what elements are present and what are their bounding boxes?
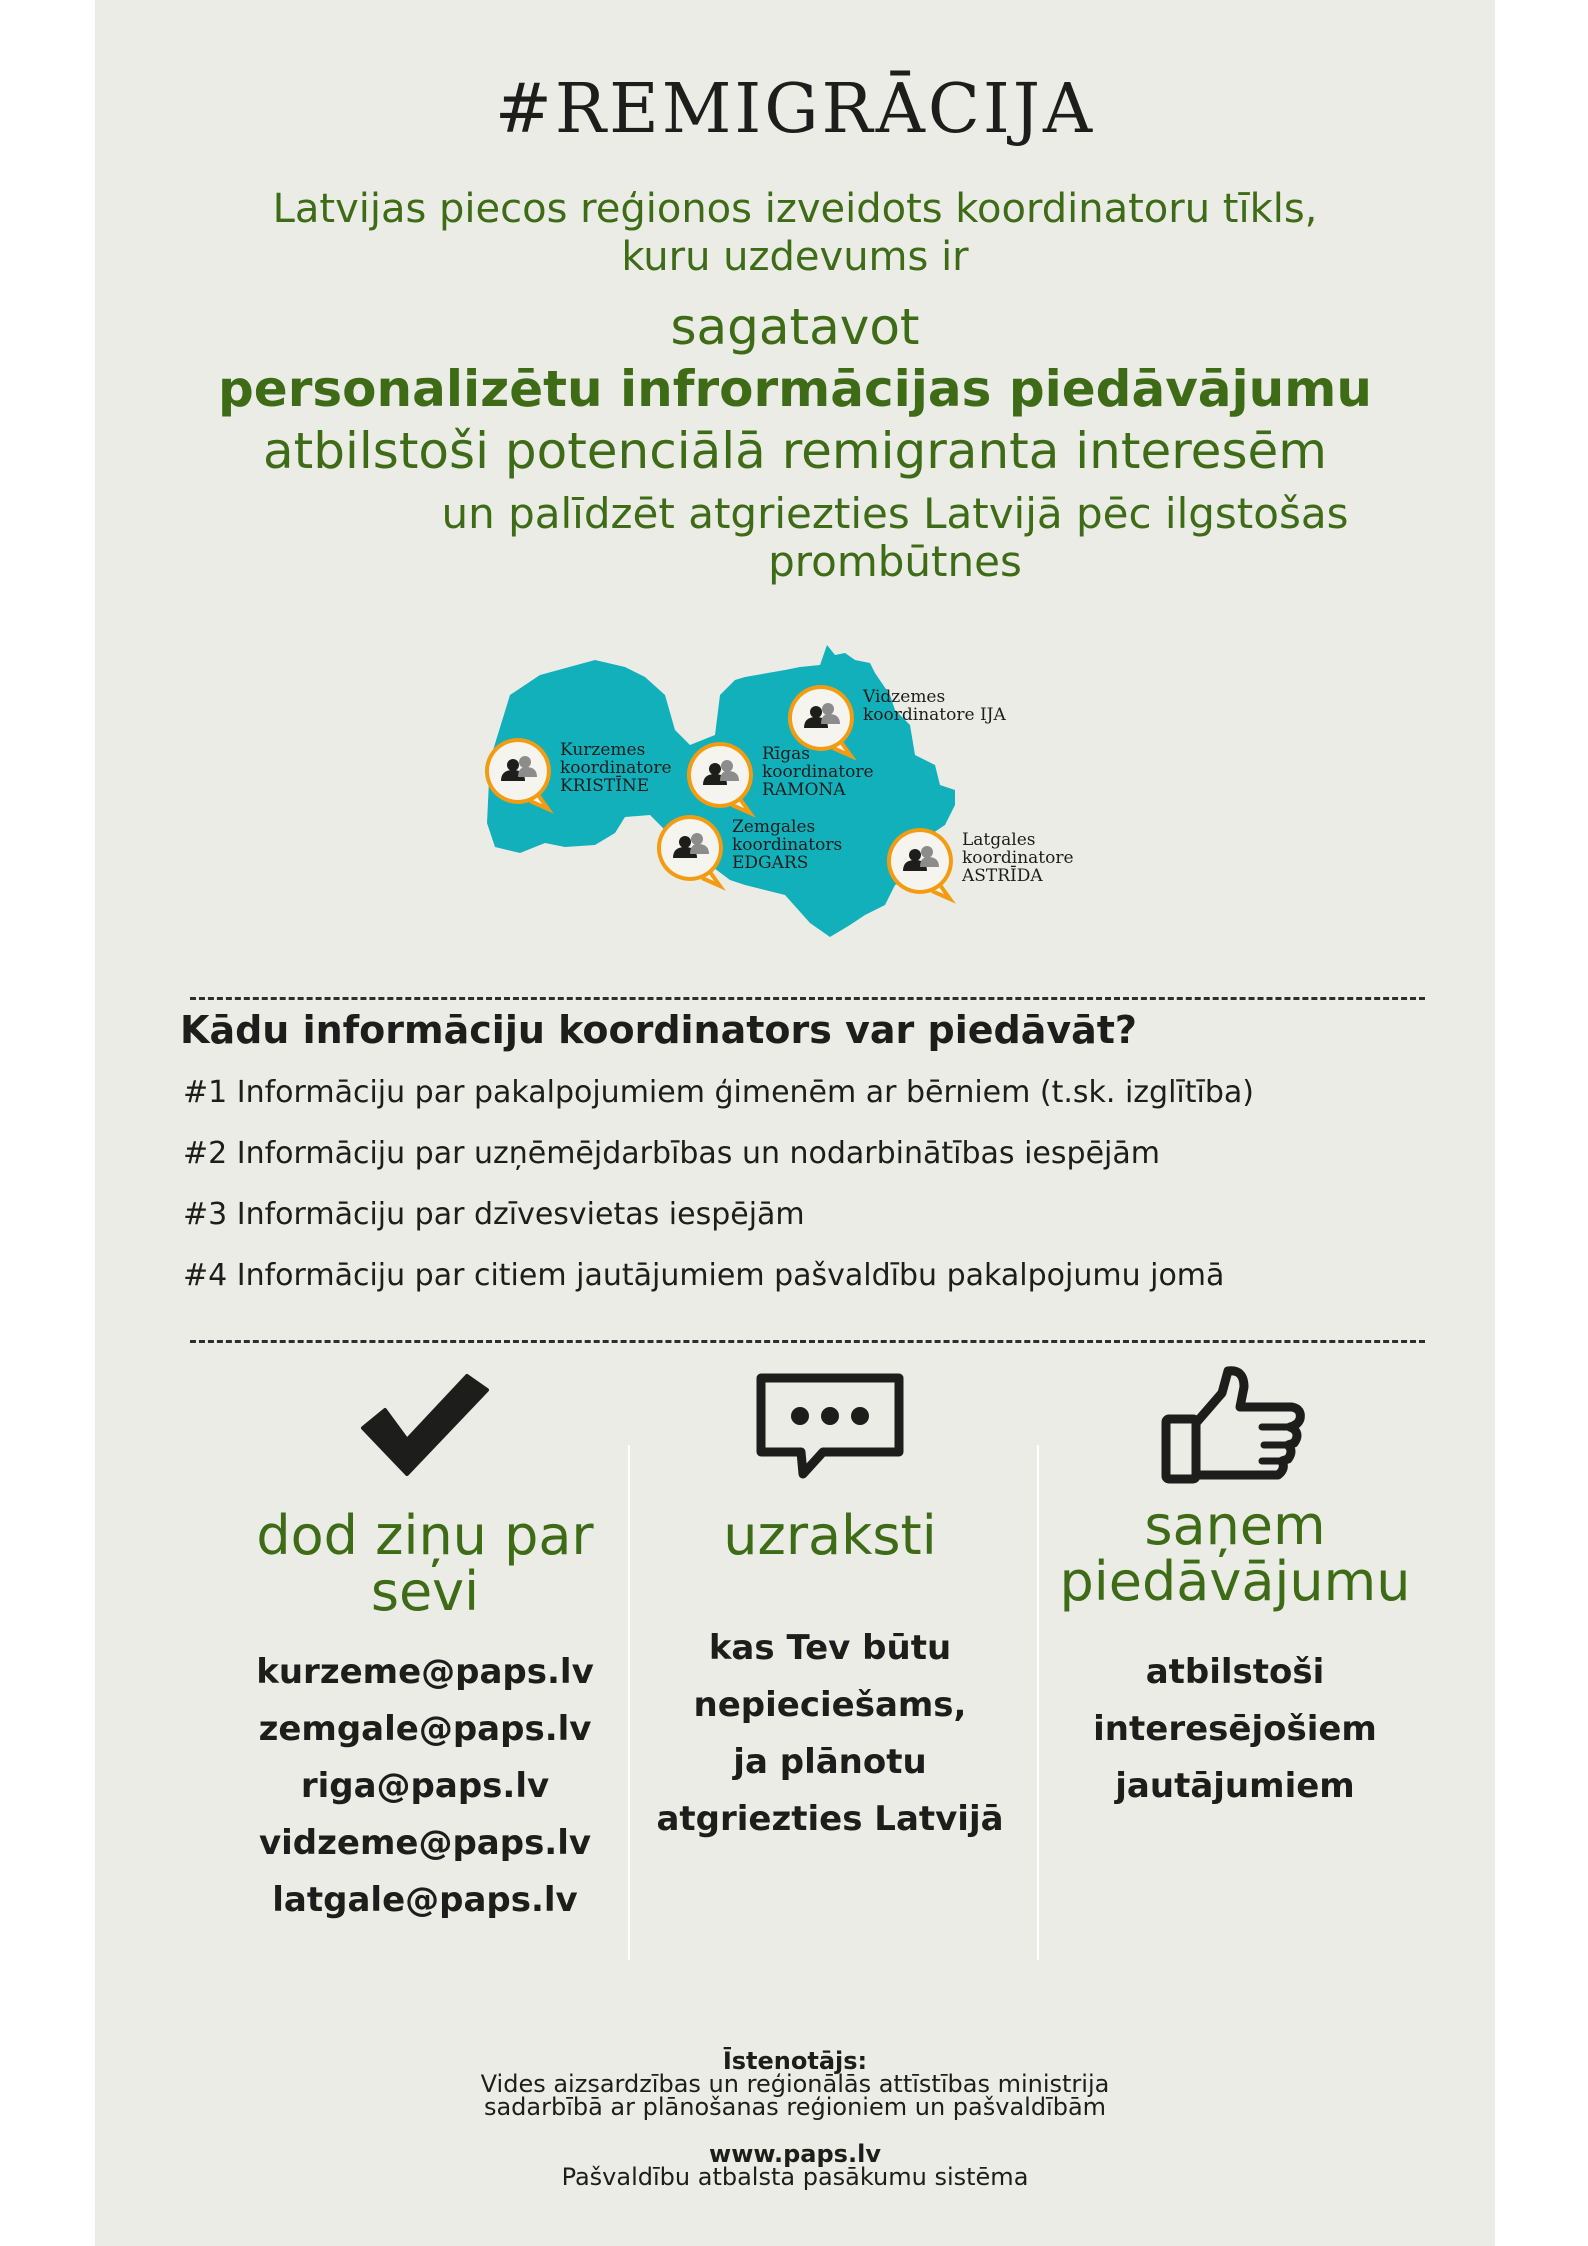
help-line-1: un palīdzēt atgriezties Latvijā pēc ilgstošas — [441, 489, 1349, 538]
column-receive-heading-line-2: piedāvājumu — [1059, 1550, 1411, 1613]
column-receive-line-3: jautājumiem — [1115, 1766, 1355, 1806]
column-receive-line-2: interesējošiem — [1093, 1709, 1377, 1749]
email-vidzeme[interactable]: vidzeme@paps.lv — [258, 1823, 592, 1863]
column-write-line-2: nepieciešams, — [693, 1685, 967, 1725]
intro-line-1: Latvijas piecos reģionos izveidots koordinatoru tīkls, — [272, 186, 1318, 232]
info-item-4: #4 Informāciju par citiem jautājumiem pašvaldību pakalpojumu jomā — [183, 1258, 1225, 1293]
column-receive-heading — [1025, 1494, 1445, 1613]
page-title: #REMIGRĀCIJA — [494, 70, 1096, 149]
help-text — [295, 490, 1495, 586]
column-write-heading — [620, 1504, 1040, 1567]
footer-line-2: sadarbībā ar plānošanas reģioniem un pašvaldībām — [483, 2093, 1107, 2121]
coordinator-label-line: KRISTĪNE — [560, 776, 650, 796]
coordinator-label-line: ASTRĪDA — [962, 866, 1043, 886]
coordinator-label-line: koordinatore — [762, 762, 874, 782]
coordinator-label-line: koordinatore — [560, 758, 672, 778]
footer-line-1: Vides aizsardzības un reģionālās attīstības ministrija — [480, 2070, 1110, 2098]
coordinator-label-line: RAMONA — [762, 780, 846, 800]
column-receive-line-1: atbilstoši — [1145, 1652, 1325, 1692]
mission-text — [95, 296, 1495, 482]
mission-line-3: atbilstoši potenciālā remigranta interesēm — [263, 422, 1327, 480]
column-write-line-4: atgriezties Latvijā — [656, 1799, 1004, 1839]
column-write-text — [620, 1620, 1040, 1848]
column-contact-heading — [215, 1504, 635, 1623]
coordinator-label-line: Zemgales — [732, 817, 816, 837]
coordinator-label-line: Vidzemes — [863, 687, 946, 707]
mission-line-1: sagatavot — [670, 298, 920, 356]
coordinator-label-line: Rīgas — [762, 744, 810, 764]
info-item-1: #1 Informāciju par pakalpojumiem ģimenēm ar bērniem (t.sk. izglītība) — [183, 1075, 1254, 1110]
coordinator-pin-latgale — [889, 830, 1074, 899]
column-write — [620, 1370, 1040, 1848]
column-contact-emails — [215, 1644, 635, 1929]
column-write-heading-line-1: uzraksti — [723, 1504, 937, 1567]
info-question-heading: Kādu informāciju koordinators var piedāvāt? — [180, 1008, 1137, 1052]
coordinator-label-line: EDGARS — [732, 853, 809, 873]
info-item-2: #2 Informāciju par uzņēmējdarbības un nodarbinātības iespējām — [183, 1136, 1160, 1171]
footer-url[interactable]: www.paps.lv — [709, 2140, 881, 2168]
checkmark-icon — [215, 1370, 635, 1480]
chat-bubble-icon — [620, 1370, 1040, 1480]
divider-bottom — [190, 1340, 1425, 1343]
coordinator-label-line: koordinators — [732, 835, 843, 855]
column-receive-heading-line-1: saņem — [1144, 1494, 1326, 1557]
coordinator-label-line: koordinatore IJA — [863, 705, 1006, 725]
latvia-map — [475, 615, 1225, 995]
coordinator-label-line: Kurzemes — [560, 740, 646, 760]
info-item-3: #3 Informāciju par dzīvesvietas iespējām — [183, 1197, 805, 1232]
column-write-line-1: kas Tev būtu — [708, 1628, 952, 1668]
column-contact-heading-line-2: sevi — [370, 1560, 480, 1623]
footer-label: Īstenotājs: — [722, 2047, 868, 2075]
column-write-line-3: ja plānotu — [733, 1742, 927, 1782]
mission-line-2: personalizētu infrormācijas piedāvājumu — [218, 360, 1372, 418]
email-kurzeme[interactable]: kurzeme@paps.lv — [256, 1652, 594, 1692]
poster — [95, 0, 1495, 2246]
email-riga[interactable]: riga@paps.lv — [300, 1766, 550, 1806]
column-receive-text — [1025, 1644, 1445, 1815]
help-line-2: prombūtnes — [768, 537, 1022, 586]
column-contact — [215, 1370, 635, 1929]
column-receive — [1025, 1370, 1445, 1815]
thumbs-up-icon — [1025, 1370, 1445, 1480]
footer-system: Pašvaldību atbalsta pasākumu sistēma — [561, 2163, 1029, 2191]
column-contact-heading-line-1: dod ziņu par — [256, 1504, 594, 1567]
intro-line-2: kuru uzdevums ir — [621, 234, 969, 280]
email-latgale[interactable]: latgale@paps.lv — [272, 1880, 578, 1920]
divider-top — [190, 997, 1425, 1000]
info-list — [183, 1073, 1254, 1317]
email-zemgale[interactable]: zemgale@paps.lv — [258, 1709, 592, 1749]
coordinator-label-line: Latgales — [962, 830, 1036, 850]
footer — [95, 2047, 1495, 2191]
coordinator-label-line: koordinatore — [962, 848, 1074, 868]
intro-text — [95, 185, 1495, 281]
